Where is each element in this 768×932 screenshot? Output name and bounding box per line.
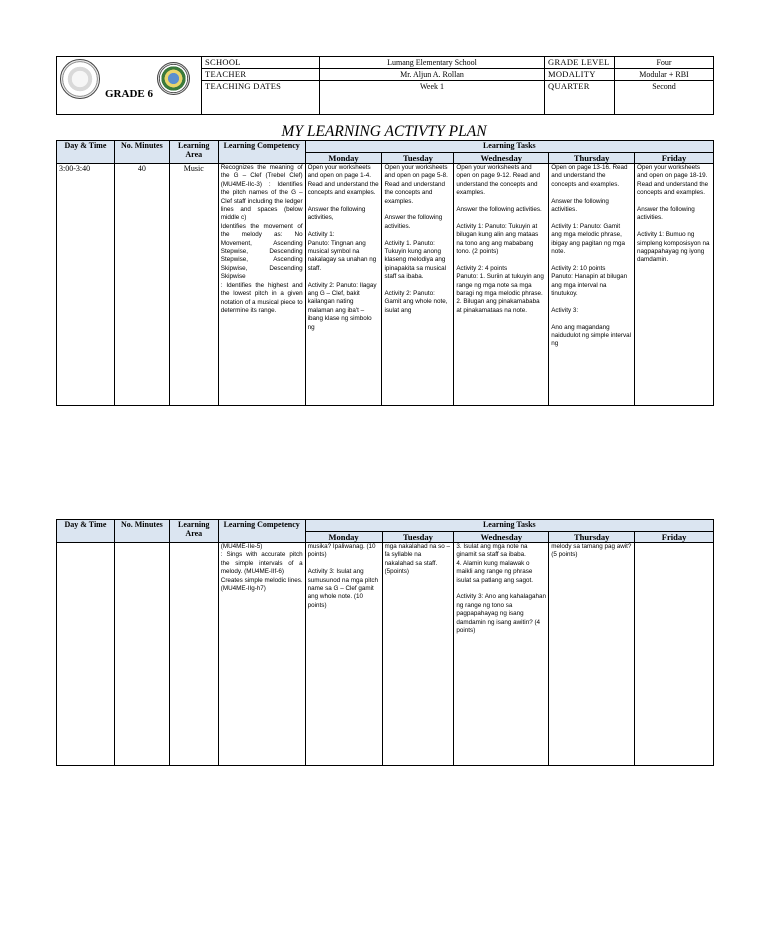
school-info-table	[56, 56, 714, 115]
tuesday-cell	[382, 164, 454, 406]
page-title: MY LEARNING ACTIVTY PLAN	[281, 123, 487, 140]
task-paragraph: Activity 1: Panuto: Tingnan ang musical symbol na nakalagay sa unahan ng staff.	[307, 231, 377, 272]
task-paragraph: Open your worksheets and open on page 9-12. Read and understand the concepts and examples.	[456, 164, 541, 197]
competency-cell	[218, 543, 305, 766]
col-tuesday: Tuesday	[382, 153, 454, 164]
quarter-label: QUARTER	[545, 81, 615, 115]
task-paragraph: Activity 2: Panuto: Gamit ang whole note, isulat ang	[384, 290, 448, 314]
col-area: Learning Area	[169, 520, 218, 543]
time-cell	[57, 543, 115, 766]
task-list	[456, 164, 546, 405]
col-tuesday: Tuesday	[382, 532, 454, 543]
task-list	[384, 164, 451, 405]
col-wednesday: Wednesday	[454, 532, 549, 543]
col-competency: Learning Competency	[218, 520, 305, 543]
tuesday-cell	[382, 543, 454, 766]
minutes-cell: 40	[114, 164, 169, 406]
modality-label: MODALITY	[545, 69, 615, 81]
competency-text: (MU4ME-IIe-5) : Sings with accurate pitch the simple intervals of a melody. (MU4ME-IIf-6) Creates simple melodic lines. (MU4ME-IIg-h7)	[220, 543, 303, 593]
task-paragraph: Activity 3:	[551, 306, 579, 314]
task-list	[385, 543, 452, 765]
friday-cell	[635, 543, 714, 766]
learning-plan-table-1	[56, 140, 714, 406]
task-paragraph: Open your worksheets and open on page 5-8. Read and understand the concepts and examples.	[384, 164, 448, 205]
col-monday: Monday	[305, 532, 382, 543]
task-paragraph: Answer the following activities,	[307, 206, 366, 222]
col-day-time: Day & Time	[57, 520, 115, 543]
task-list	[308, 543, 380, 765]
col-wednesday: Wednesday	[454, 153, 549, 164]
task-list	[551, 164, 632, 405]
task-paragraph: Answer the following activities.	[637, 206, 695, 222]
competency-cell	[218, 164, 305, 406]
grade-level-label: GRADE LEVEL	[545, 57, 615, 69]
col-monday: Monday	[305, 153, 382, 164]
task-list	[308, 164, 380, 405]
area-cell	[169, 543, 218, 766]
task-paragraph: Open on page 13-16. Read and understand the concepts and examples.	[551, 164, 628, 188]
grade-label: GRADE 6	[105, 88, 153, 100]
task-list	[637, 164, 711, 405]
school-seal-icon	[157, 62, 190, 95]
grade-level-value: Four	[615, 57, 714, 69]
task-list	[551, 543, 632, 765]
school-value: Lumang Elementary School	[320, 57, 545, 69]
task-paragraph: Open your worksheets and open on page 1-4. Read and understand the concepts and examples.	[307, 164, 379, 197]
thursday-cell	[549, 164, 635, 406]
modality-value: Modular + RBI	[615, 69, 714, 81]
col-friday: Friday	[635, 532, 714, 543]
col-learning-tasks: Learning Tasks	[305, 520, 713, 532]
task-paragraph: Activity 1: Bumuo ng simpleng komposisyon na nagpapahayag ng iyong damdamin.	[637, 231, 710, 264]
col-competency: Learning Competency	[218, 141, 305, 164]
quarter-value: Second	[615, 81, 714, 115]
col-learning-tasks: Learning Tasks	[305, 141, 713, 153]
task-paragraph: Answer the following activities.	[456, 206, 542, 214]
area-cell: Music	[169, 164, 218, 406]
col-minutes: No. Minutes	[114, 520, 169, 543]
time-cell: 3:00-3:40	[57, 164, 115, 406]
task-list	[456, 543, 546, 765]
thursday-cell	[549, 543, 635, 766]
col-friday: Friday	[635, 153, 714, 164]
minutes-cell	[114, 543, 169, 766]
task-paragraph: Activity 3: Ano ang kahalagahan ng range ng tono sa pagpapahayag ng isang damdamin ng isang awitin? (4 points)	[456, 593, 547, 635]
friday-cell	[635, 164, 714, 406]
task-paragraph: Answer the following activities.	[384, 214, 443, 230]
col-thursday: Thursday	[549, 532, 635, 543]
col-minutes: No. Minutes	[114, 141, 169, 164]
monday-cell	[305, 543, 382, 766]
task-paragraph: Activity 1. Panuto: Tukuyin kung anong klaseng melodiya ang ipinapakita sa musical staff sa ibaba.	[384, 239, 447, 281]
task-paragraph: musika? Ipaliwanag. (10 points)	[307, 543, 376, 559]
teacher-label: TEACHER	[202, 69, 320, 81]
deped-seal-icon	[60, 59, 100, 99]
teaching-dates-label: TEACHING DATES	[202, 81, 320, 115]
task-paragraph: melody sa tamang pag awit? (5 points)	[551, 543, 632, 559]
task-paragraph: Activity 2: 4 points Panuto: 1. Suriin at tukuyin ang range ng mga note sa mga baragi ng mga melodic phrase. 2. Bilugan ang pinakamababa at pinakamataas na note.	[456, 264, 544, 314]
learning-plan-table-2	[56, 519, 714, 766]
task-paragraph: Activity 1: Panuto: Tukuyin at bilugan kung alin ang mataas na tono ang ang mababang tono. (2 points)	[456, 222, 539, 256]
competency-text: Recognizes the meaning of the G – Clef (Trebel Clef) (MU4ME-IIc-3) : Identifies the pitch names of the G – Clef staff including the ledger lines and spaces (below middle c) Identifies the movement of the melody as: No Movement, Ascending Stepwise, Descending Stepwise, Ascending Skipwise, Descending Skipwise : Identifies the highest and the lowest pitch in a given notation of a musical piece to determine its range.	[220, 164, 303, 314]
wednesday-cell	[454, 543, 549, 766]
wednesday-cell	[454, 164, 549, 406]
school-label: SCHOOL	[202, 57, 320, 69]
task-paragraph: Activity 3: Isulat ang sumusunod na mga pitch name sa G – Clef gamit ang whole note. (10 points)	[307, 568, 378, 609]
logo-cell	[57, 57, 202, 115]
monday-cell	[305, 164, 382, 406]
task-paragraph: Ano ang magandang naidudulot ng simple interval ng	[551, 323, 631, 348]
teaching-dates-value: Week 1	[320, 81, 545, 115]
col-area: Learning Area	[169, 141, 218, 164]
task-paragraph: Answer the following activities.	[551, 197, 609, 214]
col-day-time: Day & Time	[57, 141, 115, 164]
teacher-value: Mr. Aljun A. Rollan	[320, 69, 545, 81]
task-list	[637, 543, 711, 765]
task-paragraph: Open your worksheets and open on page 18-19. Read and understand the concepts and examples.	[637, 164, 709, 197]
task-paragraph: 3. Isulat ang mga note na ginamit sa staff sa ibaba. 4. Alamin kung malawak o maikli ang range ng phrase isulat sa patlang ang sagot.	[456, 543, 534, 584]
task-paragraph: mga nakalahad na so – fa syllable na nakalahad sa staff. (5points)	[384, 543, 450, 576]
task-paragraph: Activity 2: 10 points Panuto: Hanapin at bilugan ang mga interval na tinutukoy.	[551, 264, 628, 298]
task-paragraph: Activity 2: Panuto: Ilagay ang G – Clef, bakit kailangan nating malaman ang iba't – ibang klase ng simbolo ng	[307, 281, 377, 331]
col-thursday: Thursday	[549, 153, 635, 164]
task-paragraph: Activity 1: Panuto: Gamit ang mga melodic phrase, ibigay ang pagitan ng mga note.	[551, 222, 626, 256]
